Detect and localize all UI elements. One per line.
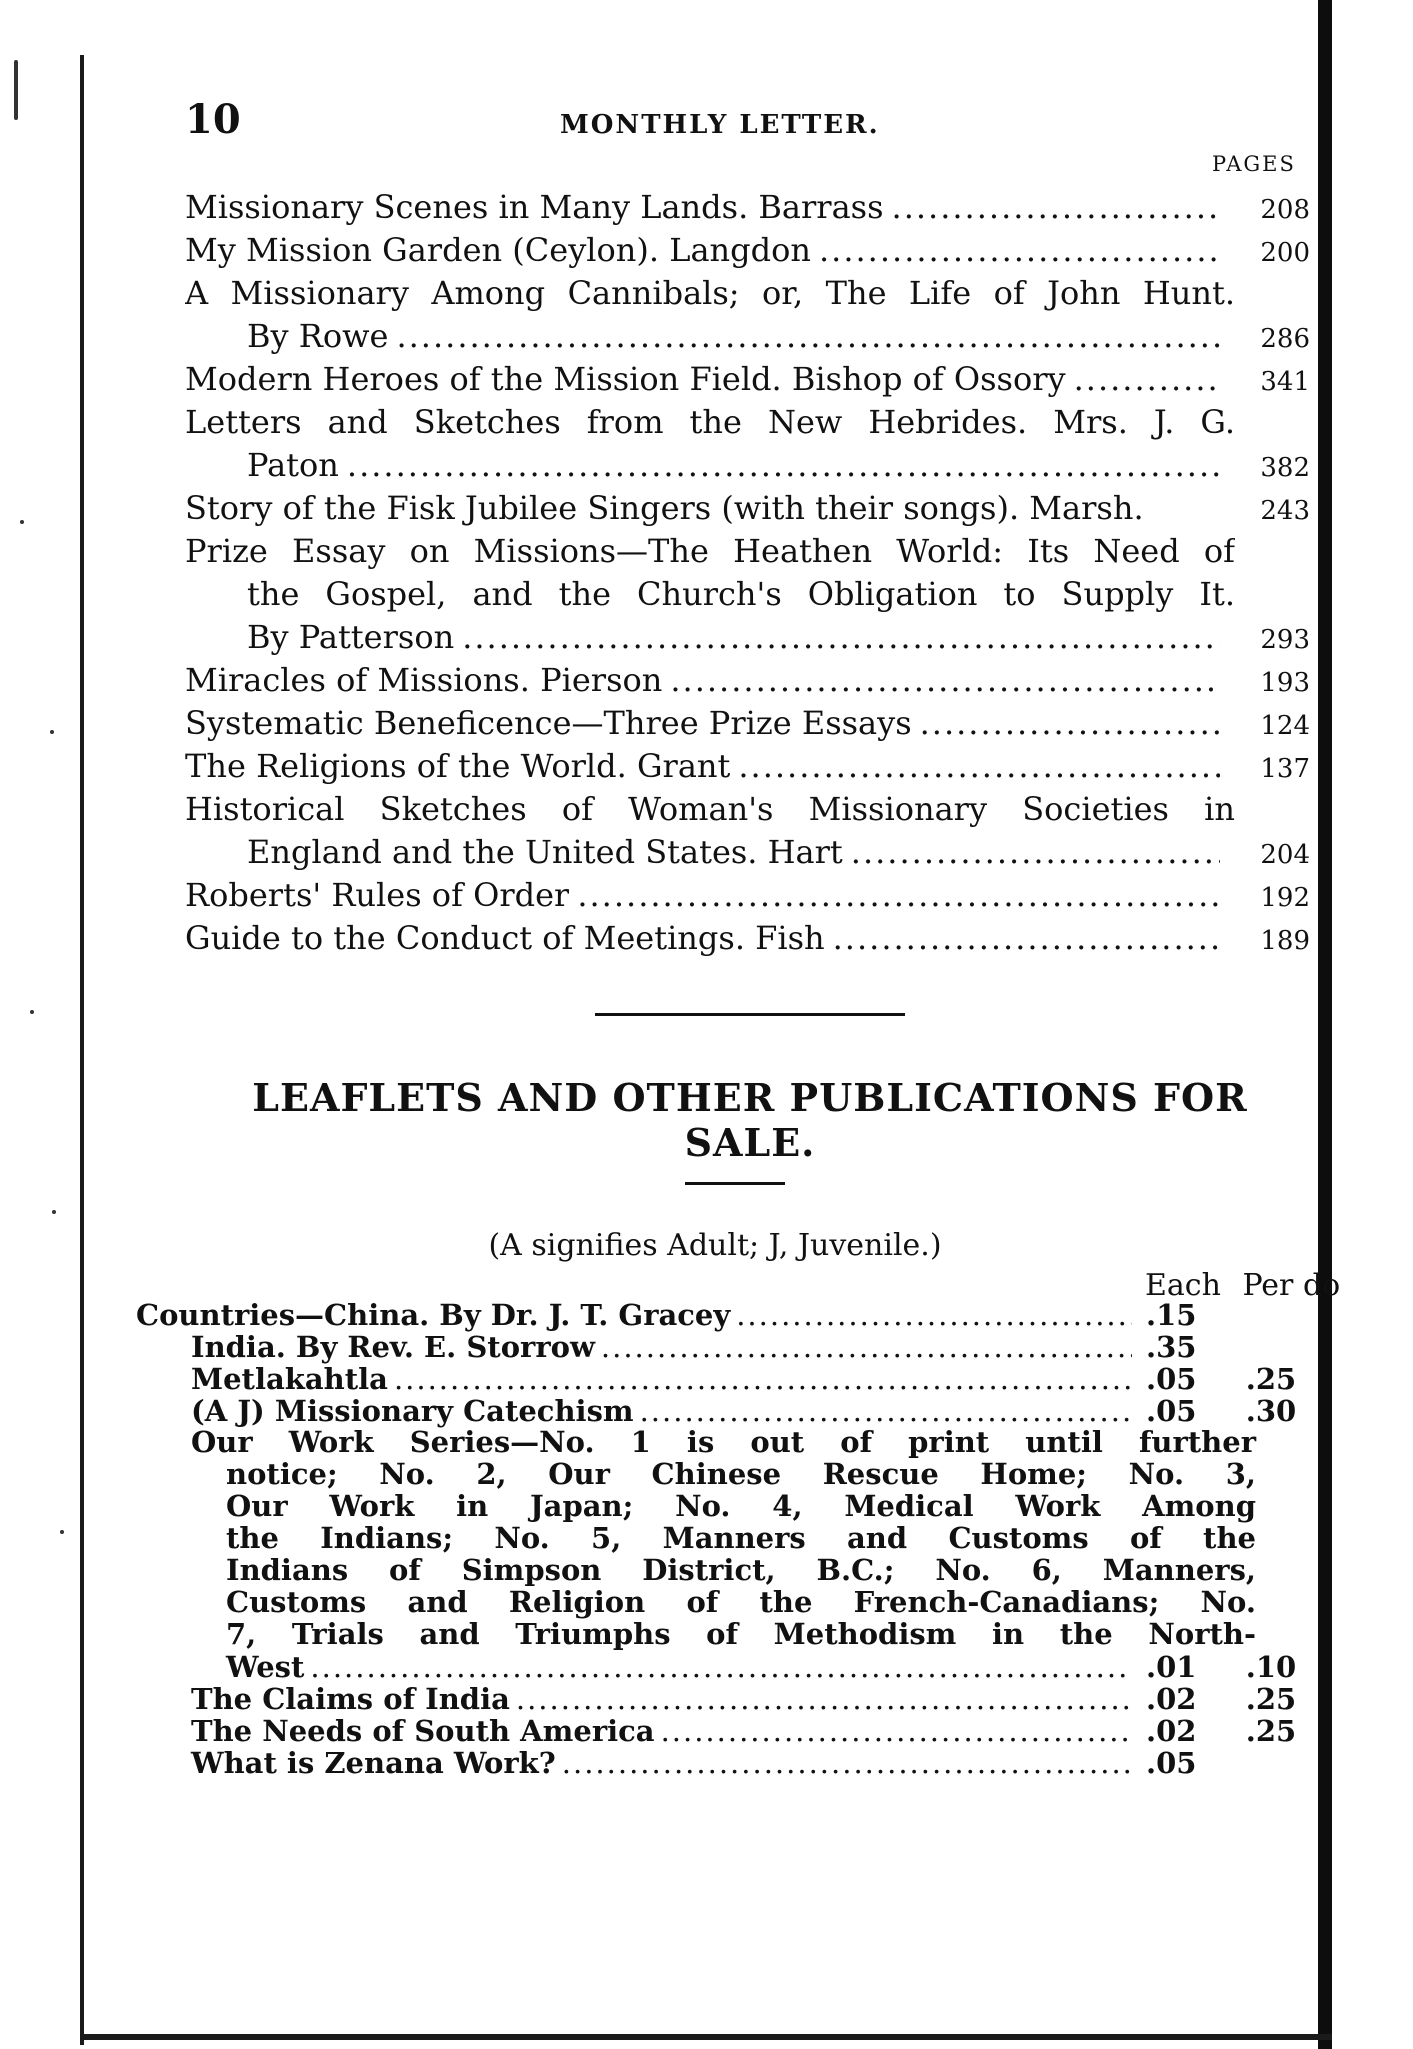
leader-dots <box>730 1298 1132 1332</box>
leader-dots <box>843 833 1220 871</box>
book-row-continued <box>185 575 1310 618</box>
leader-dots <box>304 1650 1132 1684</box>
leader-dots <box>388 317 1220 355</box>
leaflet-title: India. By Rev. E. Storrow <box>191 1330 595 1364</box>
book-row <box>185 704 1310 747</box>
leaflet-title: (A J) Missionary Catechism <box>191 1394 634 1428</box>
book-row <box>185 489 1310 532</box>
book-row <box>185 876 1310 919</box>
book-title: Letters and Sketches from the New Hebrides. Mrs. J. G. <box>185 403 1235 441</box>
leader-dots <box>662 661 1220 699</box>
price-each: .02 <box>1146 1714 1197 1748</box>
running-head: MONTHLY LETTER. <box>560 110 880 140</box>
price-each: .05 <box>1146 1362 1197 1396</box>
section-rule <box>685 1182 785 1185</box>
book-pages: 189 <box>1260 926 1310 956</box>
book-pages: 204 <box>1260 840 1310 870</box>
price-each: .02 <box>1146 1682 1197 1716</box>
each-column-label: Each <box>1145 1268 1221 1303</box>
price-each: .15 <box>1146 1298 1197 1332</box>
book-row-continued <box>185 317 1310 360</box>
book-list <box>185 188 1310 962</box>
scan-speck <box>50 730 54 734</box>
book-title: Miracles of Missions. Pierson <box>185 661 663 699</box>
scan-speck <box>14 60 18 120</box>
page-edge-bottom <box>80 2034 1332 2040</box>
book-row <box>185 360 1310 403</box>
leaflet-title: What is Zenana Work? <box>191 1746 556 1780</box>
book-title-continued: Paton <box>247 446 339 484</box>
entry-line: notice; No. 2, Our Chinese Rescue Home; No. 3, <box>226 1457 1256 1491</box>
entry-line: Indians of Simpson District, B.C.; No. 6, Manners, <box>226 1553 1256 1587</box>
leaflet-title-continued: West <box>226 1650 305 1684</box>
book-title: My Mission Garden (Ceylon). Langdon <box>185 231 811 269</box>
scan-speck <box>30 1010 34 1014</box>
scan-speck <box>52 1210 56 1214</box>
price-each: .01 <box>1146 1650 1197 1684</box>
book-pages: 192 <box>1260 883 1310 913</box>
leaflet-row <box>136 1682 1336 1714</box>
leader-dots <box>730 747 1220 785</box>
leader-dots <box>655 1714 1132 1748</box>
book-pages: 137 <box>1260 754 1310 784</box>
book-row <box>185 274 1310 317</box>
entry-line: the Indians; No. 5, Manners and Customs of the <box>226 1521 1256 1555</box>
book-row-continued <box>185 446 1310 489</box>
book-pages: 124 <box>1260 711 1310 741</box>
our-work-series-entry <box>136 1425 1256 1651</box>
leader-dots <box>1066 360 1220 398</box>
price-per-dozen: .30 <box>1245 1394 1297 1428</box>
book-pages: 286 <box>1260 324 1310 354</box>
section-heading: LEAFLETS AND OTHER PUBLICATIONS FOR SALE. <box>252 1075 1248 1165</box>
leaflet-row <box>136 1650 1336 1682</box>
book-pages: 193 <box>1260 668 1310 698</box>
price-each: .05 <box>1146 1394 1197 1428</box>
price-per-dozen: .25 <box>1245 1362 1297 1396</box>
leader-dots <box>569 876 1220 914</box>
leader-dots <box>811 231 1220 269</box>
book-title-continued: By Rowe <box>247 317 389 355</box>
price-each: .05 <box>1146 1746 1197 1780</box>
price-per-dozen: .25 <box>1245 1682 1297 1716</box>
leader-dots <box>339 446 1220 484</box>
price-per-dozen: .10 <box>1245 1650 1297 1684</box>
leader-dots <box>595 1330 1132 1364</box>
leaflet-title: Metlakahtla <box>191 1362 388 1396</box>
leader-dots <box>556 1746 1132 1780</box>
book-title-continued: By Patterson <box>247 618 455 656</box>
book-pages: 243 <box>1260 496 1310 526</box>
leaflet-title: Countries—China. By Dr. J. T. Gracey <box>136 1298 731 1332</box>
book-pages: 341 <box>1260 367 1310 397</box>
book-row <box>185 919 1310 962</box>
leaflet-row <box>136 1746 1336 1778</box>
leaflet-title: The Needs of South America <box>191 1714 655 1748</box>
leaflet-title: The Claims of India <box>191 1682 510 1716</box>
page-header <box>185 96 1315 146</box>
entry-line: 7, Trials and Triumphs of Methodism in the North- <box>226 1617 1256 1651</box>
entry-line: Our Work Series—No. 1 is out of print until further <box>191 1425 1256 1459</box>
book-row <box>185 188 1310 231</box>
entry-line: Our Work in Japan; No. 4, Medical Work Among <box>226 1489 1256 1523</box>
page-edge-left <box>80 55 84 2045</box>
per-dozen-column-label: Per do <box>1242 1268 1341 1303</box>
book-row <box>185 231 1310 274</box>
pages-column-label: PAGES <box>1212 152 1296 176</box>
book-pages: 293 <box>1260 625 1310 655</box>
book-pages: 208 <box>1260 195 1310 225</box>
price-per-dozen: .25 <box>1245 1714 1297 1748</box>
book-pages: 382 <box>1260 453 1310 483</box>
book-title: Modern Heroes of the Mission Field. Bishop of Ossory <box>185 360 1066 398</box>
page-number: 10 <box>185 96 241 143</box>
book-title: Story of the Fisk Jubilee Singers (with their songs). Marsh. <box>185 489 1144 527</box>
leaflet-row <box>136 1298 1336 1330</box>
book-row-continued <box>185 833 1310 876</box>
book-title: Guide to the Conduct of Meetings. Fish <box>185 919 825 957</box>
book-row-continued <box>185 618 1310 661</box>
leaflet-row <box>136 1362 1336 1394</box>
leaflet-row <box>136 1714 1336 1746</box>
leader-dots <box>825 919 1220 957</box>
book-row <box>185 661 1310 704</box>
leaflet-list <box>136 1298 1336 1778</box>
book-title: Systematic Beneficence—Three Prize Essays <box>185 704 912 742</box>
book-title-continued: the Gospel, and the Church's Obligation to Supply It. <box>247 575 1235 613</box>
leader-dots <box>510 1682 1132 1716</box>
book-title: Historical Sketches of Woman's Missionary Societies in <box>185 790 1235 828</box>
leaflet-row <box>136 1330 1336 1362</box>
book-row <box>185 747 1310 790</box>
leader-dots <box>454 618 1220 656</box>
book-row <box>185 532 1310 575</box>
book-title: Prize Essay on Missions—The Heathen World: Its Need of <box>185 532 1235 570</box>
section-rule <box>595 1013 905 1016</box>
book-pages: 200 <box>1260 238 1310 268</box>
scan-speck <box>60 1530 64 1534</box>
book-title: Missionary Scenes in Many Lands. Barrass <box>185 188 884 226</box>
leader-dots <box>634 1394 1132 1428</box>
leader-dots <box>884 188 1220 226</box>
entry-line: Customs and Religion of the French-Canadians; No. <box>226 1585 1256 1619</box>
book-row <box>185 403 1310 446</box>
leaflet-row <box>136 1394 1336 1426</box>
book-title: A Missionary Among Cannibals; or, The Life of John Hunt. <box>185 274 1235 312</box>
book-row <box>185 790 1310 833</box>
book-title: Roberts' Rules of Order <box>185 876 570 914</box>
leader-dots <box>912 704 1220 742</box>
scan-speck <box>20 520 24 524</box>
book-title: The Religions of the World. Grant <box>185 747 731 785</box>
leader-dots <box>388 1362 1132 1396</box>
price-each: .35 <box>1146 1330 1197 1364</box>
legend-note: (A signifies Adult; J, Juvenile.) <box>488 1228 942 1263</box>
book-title-continued: England and the United States. Hart <box>247 833 843 871</box>
